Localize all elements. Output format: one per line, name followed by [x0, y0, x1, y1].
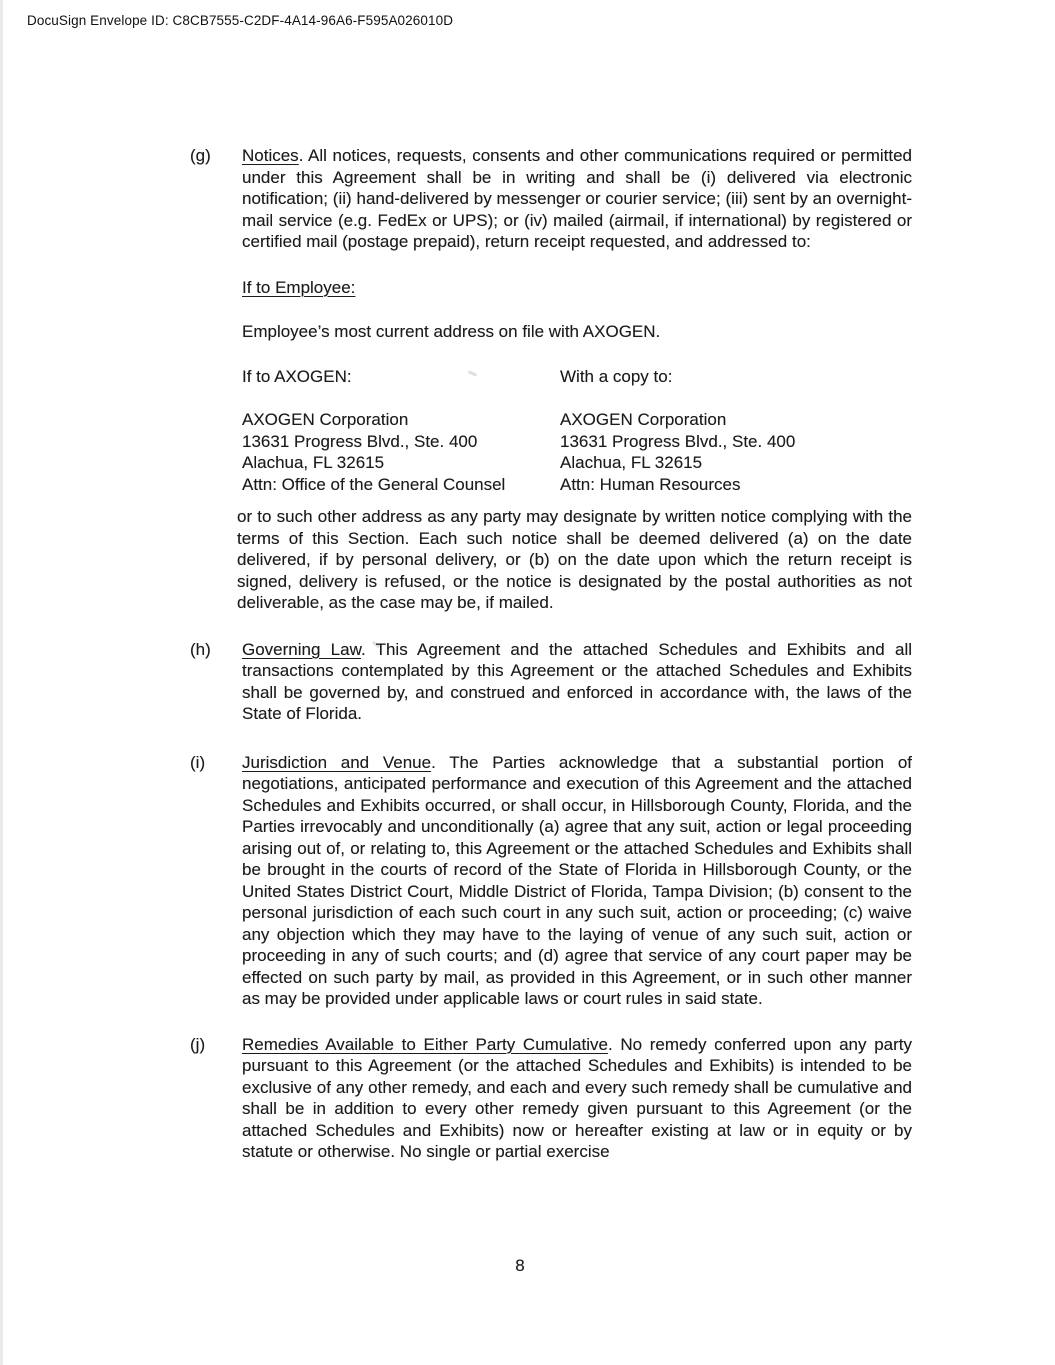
page-number: 8 — [515, 1256, 525, 1275]
paragraph-j-body: . No remedy conferred upon any party pursuant to this Agreement (or the attached Schedules and Exhibits) is intended to be exclusive of any other remedy, and each and every such remedy shall be cumulative and shall be in addition to every other remedy given pursuant to this Agreement (or the attached Schedules and Exhibits) now or hereafter existing at law or in equity or by statute or otherwise. No single or partial exercise — [242, 1034, 912, 1161]
paragraph-g-text — [242, 145, 912, 253]
paragraph-g-label: (g) — [190, 146, 211, 165]
paragraph-i — [190, 752, 912, 1010]
paragraph-g-heading: Notices — [242, 146, 299, 165]
docusign-envelope-id: DocuSign Envelope ID: C8CB7555-C2DF-4A14-96A6-F595A026010D — [27, 13, 454, 28]
paragraph-h-label: (h) — [190, 639, 211, 659]
axogen-address — [242, 409, 560, 495]
with-a-copy-to-label: With a copy to: — [560, 366, 673, 386]
copy-address-line: Attn: Human Resources — [560, 474, 741, 494]
paragraph-g-body: . All notices, requests, consents and other communications required or permitted under this Agreement shall be in writing and shall be (i) delivered via electronic notification; (ii) hand-delivered by messenger or courier service; (iii) sent by an overnight-mail service (e.g. FedEx or UPS); or (iv) mailed (airmail, if international) by registered or certified mail (postage prepaid), return receipt requested, and addressed to: — [242, 146, 912, 251]
paragraph-i-heading: Jurisdiction and Venue — [242, 752, 432, 772]
paragraph-j — [190, 1034, 912, 1163]
copy-address — [560, 409, 912, 495]
paragraph-h — [190, 639, 912, 725]
scan-edge-artifact — [0, 0, 3, 1365]
paragraph-j-label: (j) — [190, 1034, 206, 1054]
axogen-address-line: Attn: Office of the General Counsel — [242, 474, 506, 494]
address-block — [242, 409, 912, 495]
axogen-address-line: 13631 Progress Blvd., Ste. 400 — [242, 431, 478, 451]
copy-address-line: Alachua, FL 32615 — [560, 453, 703, 472]
copy-address-line: 13631 Progress Blvd., Ste. 400 — [560, 431, 796, 451]
document-body — [190, 145, 912, 1163]
paragraph-j-text — [242, 1034, 912, 1163]
employee-address-line: Employee’s most current address on file with AXOGEN. — [242, 322, 661, 341]
if-to-employee-label: If to Employee: — [242, 277, 356, 297]
paragraph-h-text — [242, 639, 912, 725]
if-to-employee-heading — [242, 277, 912, 299]
notices-continuation: or to such other address as any party may designate by written notice complying with the terms of this Section. Each such notice shall be deemed delivered (a) on the date delivered, if by personal delivery, or (b) on the date upon which the return receipt is signed, delivery is refused, or the notice is designated by the postal authorities as not deliverable, as the case may be, if mailed. — [237, 507, 912, 612]
axogen-address-line: AXOGEN Corporation — [242, 410, 409, 429]
paragraph-j-heading: Remedies Available to Either Party Cumulative — [242, 1034, 608, 1054]
paragraph-i-label: (i) — [190, 752, 206, 772]
axogen-address-line: Alachua, FL 32615 — [242, 453, 385, 472]
paragraph-h-body: . This Agreement and the attached Schedules and Exhibits and all transactions contemplated by this Agreement or the attached Schedules and Exhibits shall be governed by, and construed and enforced in accordance with, the laws of the State of Florida. — [242, 639, 912, 723]
paragraph-i-text — [242, 752, 912, 1010]
if-to-axogen-label: If to AXOGEN: — [242, 366, 352, 386]
copy-address-line: AXOGEN Corporation — [560, 410, 727, 429]
paragraph-g — [190, 145, 912, 253]
paragraph-h-heading: Governing Law — [242, 639, 361, 659]
address-labels-row — [242, 366, 912, 388]
paragraph-i-body: . The Parties acknowledge that a substantial portion of negotiations, anticipated performance and execution of this Agreement and the attached Schedules and Exhibits occurred, or shall occur, in Hillsborough County, Florida, and the Parties irrevocably and unconditionally (a) agree that any suit, action or legal proceeding arising out of, or relating to, this Agreement or the attached Schedules and Exhibits shall be brought in the courts of record of the State of Florida in Hillsborough County, or the United States District Court, Middle District of Florida, Tampa Division; (b) consent to the personal jurisdiction of each such court in any such suit, action or proceeding; (c) waive any objection which they may have to the laying of venue of any such suit, action or proceeding in any of such courts; and (d) agree that service of any court paper may be effected on such party by mail, as provided in this Agreement, or in such other manner as may be provided under applicable laws or court rules in said state. — [242, 752, 912, 1008]
